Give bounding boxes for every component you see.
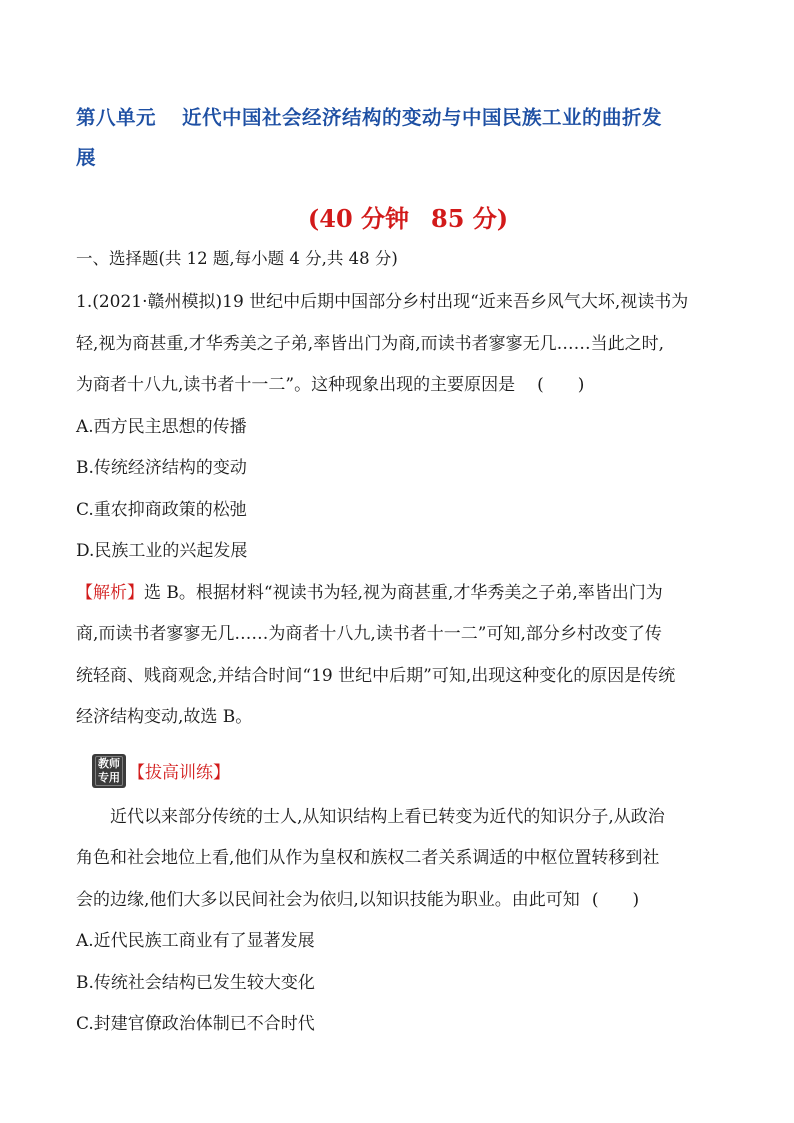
option-c: C.重农抑商政策的松弛: [76, 499, 247, 520]
question-2-stem: [76, 797, 720, 922]
advanced-training-label: 【拔高训练】: [128, 763, 230, 783]
analysis-tag: 【解析】: [76, 582, 144, 603]
document-page: [76, 98, 720, 1046]
time-limit: (40 分钟: [307, 204, 409, 233]
time-score-info: [76, 204, 720, 234]
option-a: A.西方民主思想的传播: [76, 416, 247, 437]
analysis-line-2: 商,而读书者寥寥无几……为商者十八九,读书者十一二”可知,部分乡村改变了传: [76, 624, 662, 644]
question-1-line-3: 为商者十八九,读书者十一二”。这种现象出现的主要原因是: [76, 375, 516, 395]
unit-number: 第八单元: [76, 106, 157, 129]
question-1-line-2: 轻,视为商甚重,才华秀美之子弟,率皆出门为商,而读书者寥寥无几……当此之时,: [76, 333, 665, 354]
advanced-training-header: [92, 749, 720, 793]
unit-title: [76, 98, 720, 178]
option-a-2: A.近代民族工商业有了显著发展: [76, 931, 315, 951]
question-2-line-2: 角色和社会地位上看,他们从作为皇权和族权二者关系调适的中枢位置转移到社: [76, 848, 660, 868]
analysis-line-4: 经济结构变动,故选 B。: [76, 707, 253, 727]
question-1: [76, 282, 720, 739]
option-d: D.民族工业的兴起发展: [76, 541, 248, 561]
teacher-only-badge-icon: [92, 754, 126, 788]
badge-text-top: 教师: [98, 756, 120, 770]
question-2-line-3: 会的边缘,他们大多以民间社会为依归,以知识技能为职业。由此可知: [76, 889, 580, 910]
option-b: B.传统经济结构的变动: [76, 458, 247, 478]
unit-title-continued: 展: [76, 146, 97, 169]
analysis-line-3: 统轻商、贱商观念,并结合时间“19 世纪中后期”可知,出现这种变化的原因是传统: [76, 665, 676, 686]
option-c-2: C.封建官僚政治体制已不合时代: [76, 1014, 315, 1034]
question-1-stem: [76, 282, 720, 407]
answer-blank-2: ( ): [591, 889, 640, 910]
question-1-analysis: [76, 573, 720, 739]
section-heading: 一、选择题(共 12 题,每小题 4 分,共 48 分): [76, 249, 398, 268]
total-score: 85 分): [431, 204, 509, 233]
unit-title-text: 近代中国社会经济结构的变动与中国民族工业的曲折发: [182, 106, 663, 129]
question-1-line-1: 1.(2021·赣州模拟)19 世纪中后期中国部分乡村出现“近来吾乡风气大坏,视读书为: [76, 292, 689, 312]
option-b-2: B.传统社会结构已发生较大变化: [76, 972, 315, 993]
question-2-line-1: 近代以来部分传统的士人,从知识结构上看已转变为近代的知识分子,从政治: [110, 806, 665, 827]
analysis-line-1: 选 B。根据材料“视读书为轻,视为商甚重,才华秀美之子弟,率皆出门为: [144, 582, 663, 603]
badge-text-bottom: 专用: [98, 770, 120, 784]
question-2: [76, 797, 720, 1046]
answer-blank: ( ): [537, 375, 585, 395]
